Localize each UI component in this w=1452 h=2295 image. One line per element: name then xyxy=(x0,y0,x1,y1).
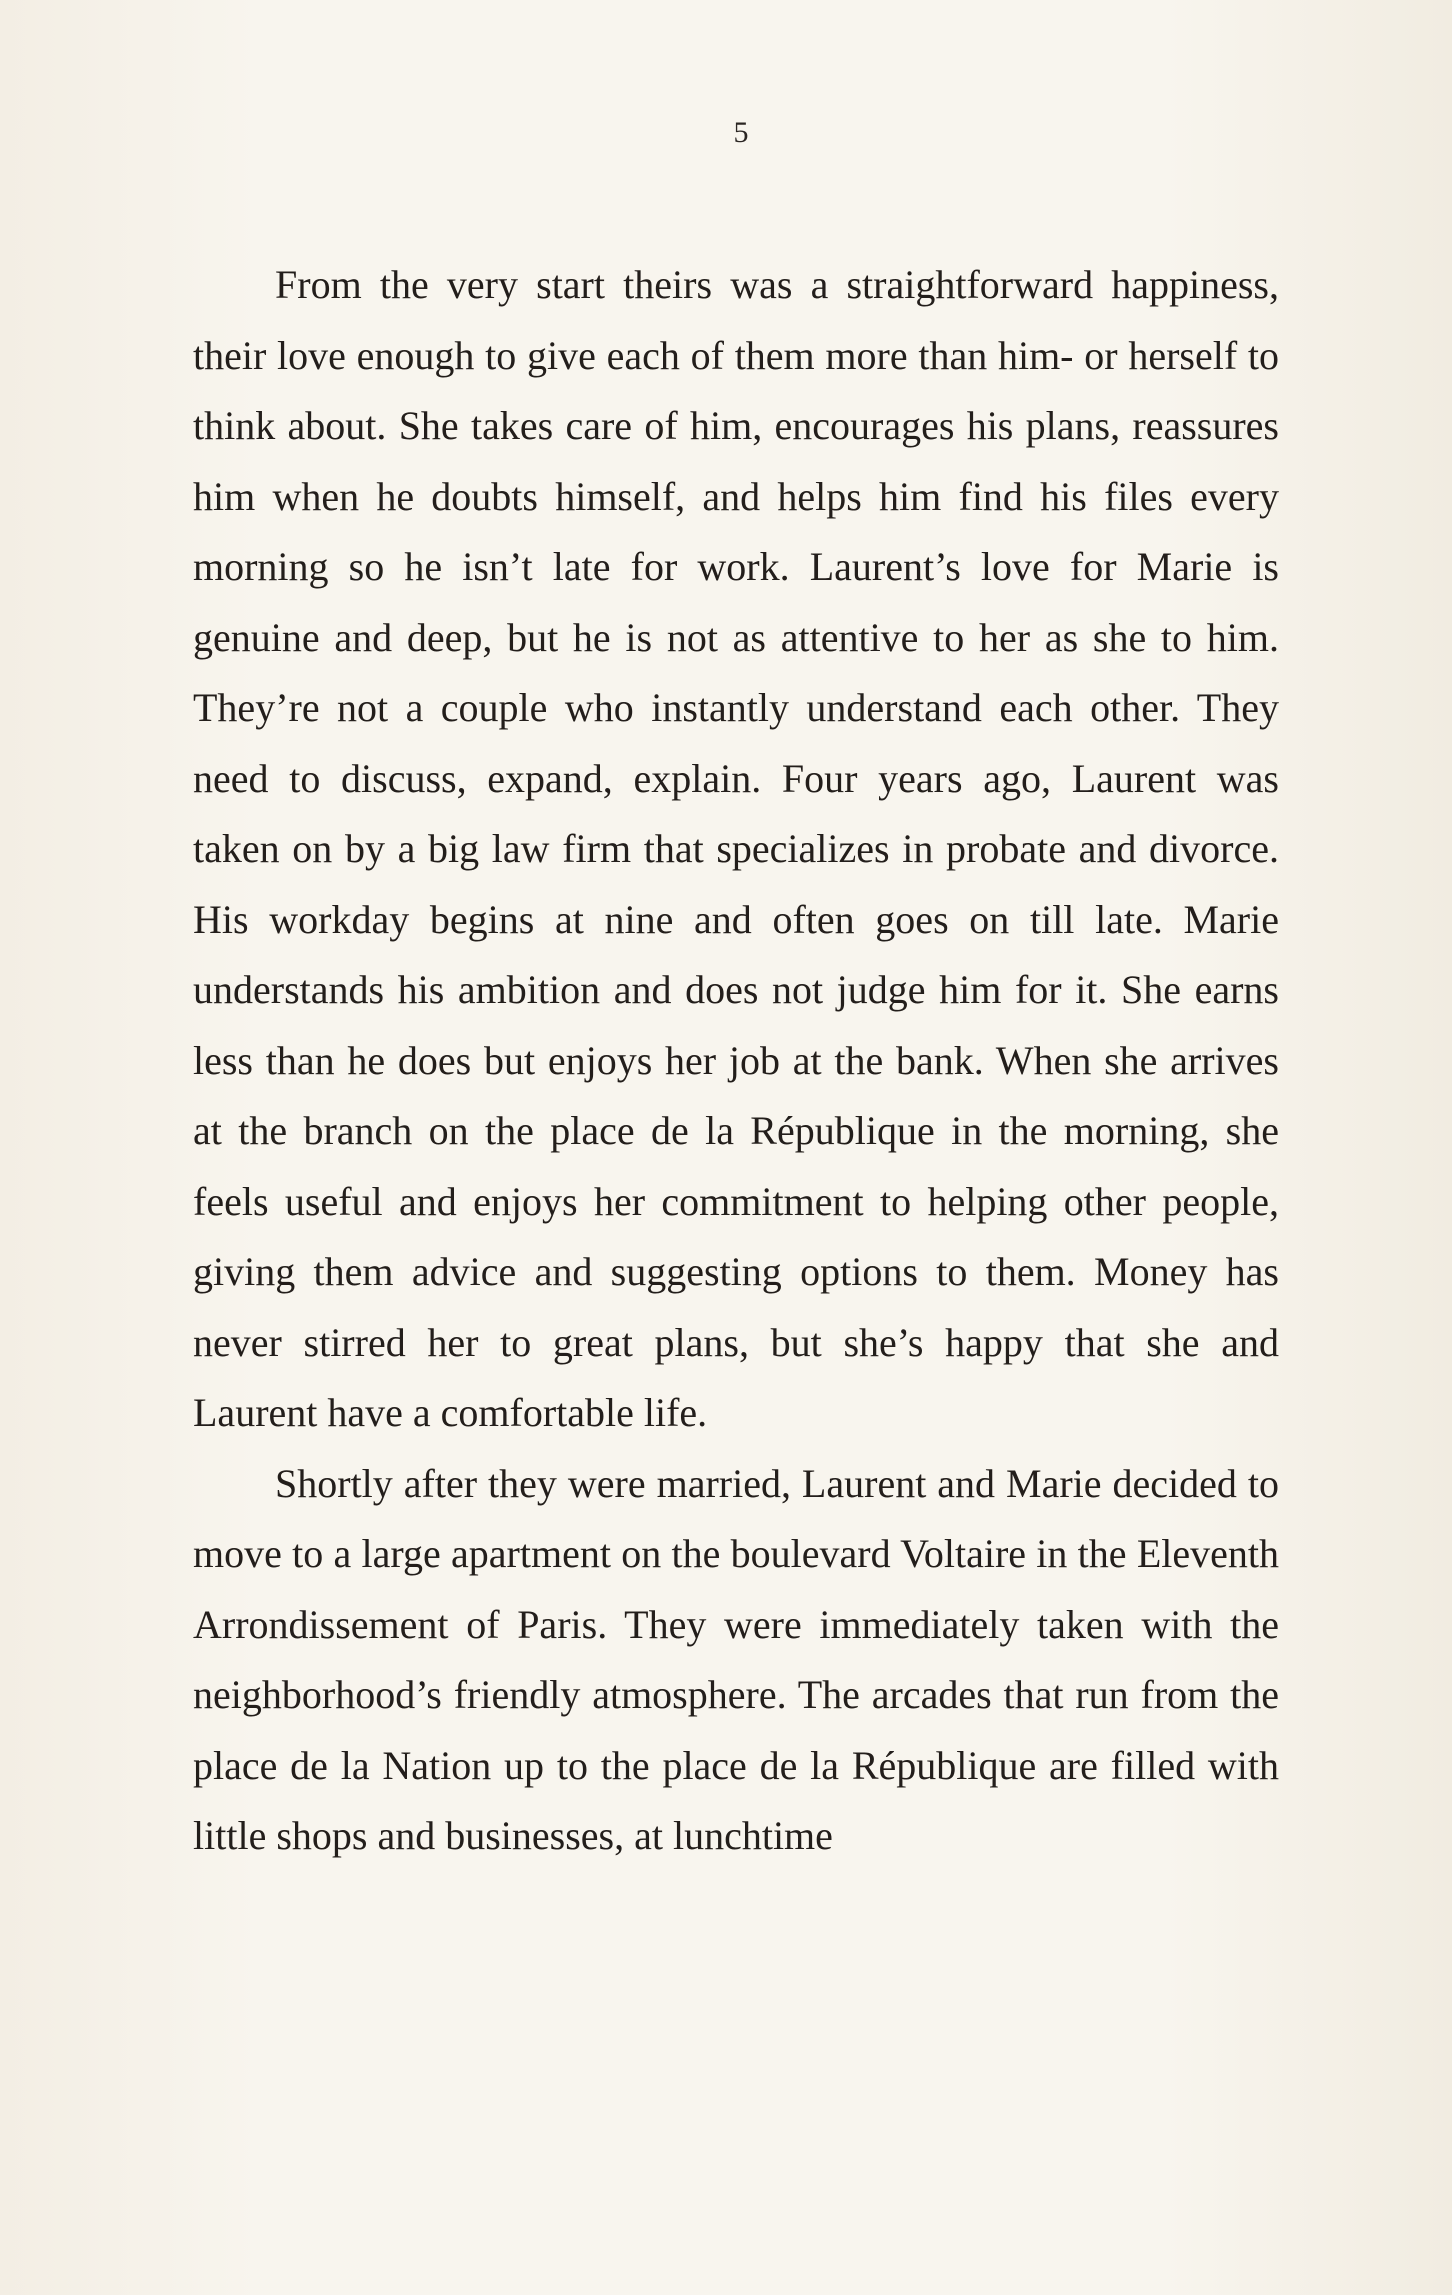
page-number: 5 xyxy=(733,116,749,149)
body-text xyxy=(193,250,1279,1872)
paragraph-1: From the very start theirs was a straightforward happiness, their love enough to give each of them more than him- or herself to think about. She takes care of him, encourages his plans, reassures him when he doubts himself, and helps him find his files every morning so he isn’t late for work. Laurent’s love for Marie is genuine and deep, but he is not as attentive to her as she to him. They’re not a couple who instantly understand each other. They need to discuss, expand, explain. Four years ago, Laurent was taken on by a big law firm that specializes in probate and divorce. His workday begins at nine and often goes on till late. Marie understands his ambition and does not judge him for it. She earns less than he does but enjoys her job at the bank. When she arrives at the branch on the place de la République in the morning, she feels useful and enjoys her commitment to helping other people, giving them advice and suggesting options to them. Money has never stirred her to great plans, but she’s happy that she and Laurent have a comfortable life. xyxy=(193,262,1279,1435)
paragraph-2: Shortly after they were married, Laurent and Marie decided to move to a large apartment on the boulevard Voltaire in the Eleventh Arrondissement of Paris. They were immediately taken with the neighborhood’s friendly atmosphere. The arcades that run from the place de la Nation up to the place de la République are filled with little shops and businesses, at lunchtime xyxy=(193,1460,1279,1858)
